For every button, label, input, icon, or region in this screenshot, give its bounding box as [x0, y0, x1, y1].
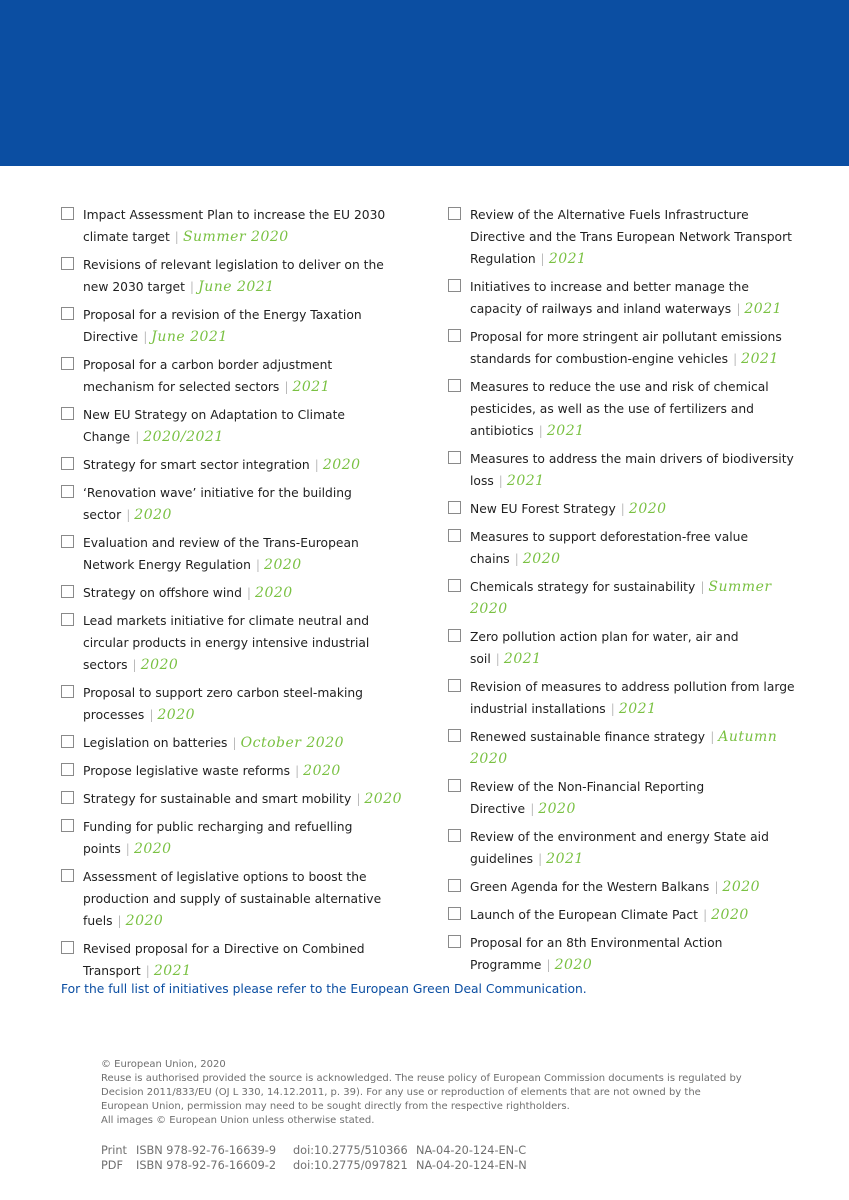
separator: |	[149, 708, 154, 722]
checklist-item	[61, 816, 406, 860]
checkbox[interactable]	[448, 879, 461, 892]
checklist-item	[448, 376, 798, 442]
separator: |	[284, 380, 289, 394]
item-text: New EU Forest Strategy	[470, 502, 616, 516]
isbn-catalogue: NA-04-20-124-EN-C	[416, 1144, 527, 1157]
checklist-item	[61, 304, 406, 348]
separator: |	[495, 652, 500, 666]
separator: |	[620, 502, 625, 516]
item-text: Strategy for sustainable and smart mobility	[83, 792, 352, 806]
item-text: Lead markets initiative for climate neutral and circular products in energy intensive industrial sectors	[83, 614, 370, 672]
checklist-item	[61, 404, 406, 448]
checklist-item	[61, 254, 406, 298]
checklist-item	[448, 498, 798, 520]
separator: |	[530, 802, 535, 816]
checklist-item	[448, 576, 798, 620]
item-date: 2020	[303, 763, 341, 779]
item-date: 2021	[744, 301, 783, 317]
separator: |	[135, 430, 140, 444]
isbn-row-pdf	[101, 1158, 527, 1173]
checkbox[interactable]	[448, 529, 461, 542]
item-date: Summer 2020	[470, 579, 772, 617]
checkbox[interactable]	[61, 457, 74, 470]
header-banner	[0, 0, 849, 166]
checklist-item	[61, 454, 406, 476]
isbn-format: Print	[101, 1144, 127, 1157]
checklist-item	[61, 732, 406, 754]
checkbox[interactable]	[448, 379, 461, 392]
checklist-item	[448, 626, 798, 670]
checklist-item	[61, 482, 406, 526]
separator: |	[546, 958, 551, 972]
checklist-item	[448, 876, 798, 898]
checkbox[interactable]	[61, 941, 74, 954]
checkbox[interactable]	[61, 485, 74, 498]
item-date: 2020	[133, 841, 172, 857]
reuse-policy: Reuse is authorised provided the source is acknowledged. The reuse policy of European Commission documents is regulated by Decision 2011/833/EU (OJ L 330, 14.12.2011, p. 39). For any use or reproduction of elements that are not owned by the European Union, permission may need to be sought directly from the respective rightholders.	[101, 1073, 742, 1112]
right-checklist	[448, 204, 798, 976]
checkbox[interactable]	[448, 207, 461, 220]
separator: |	[314, 458, 319, 472]
item-text: Assessment of legislative options to boost the production and supply of sustainable alternative fuels	[83, 870, 382, 928]
checklist-item	[61, 610, 406, 676]
item-text: New EU Strategy on Adaptation to Climate Change	[83, 408, 345, 444]
item-text: Strategy on offshore wind	[83, 586, 242, 600]
item-text: Review of the environment and energy State aid guidelines	[470, 830, 769, 866]
item-date: June 2021	[151, 329, 228, 345]
item-date: October 2020	[240, 735, 345, 751]
separator: |	[295, 764, 300, 778]
item-text: Measures to reduce the use and risk of chemical pesticides, as well as the use of fertilizers and antibiotics	[470, 380, 769, 438]
isbn-format: PDF	[101, 1159, 124, 1172]
separator: |	[145, 964, 150, 978]
separator: |	[246, 586, 252, 600]
item-date: 2021	[546, 851, 584, 867]
checkbox[interactable]	[448, 501, 461, 514]
isbn-number: ISBN 978-92-76-16609-2	[136, 1159, 277, 1172]
item-text: Propose legislative waste reforms	[83, 764, 290, 778]
legal-notice	[101, 1058, 751, 1128]
separator: |	[733, 352, 738, 366]
item-text: Revised proposal for a Directive on Combined Transport	[83, 942, 365, 978]
separator: |	[498, 474, 503, 488]
item-date: June 2021	[198, 279, 275, 295]
checklist-item	[448, 448, 798, 492]
checklist-item	[61, 354, 406, 398]
item-date: Summer 2020	[182, 229, 289, 245]
checklist-item	[61, 866, 406, 932]
checkbox[interactable]	[448, 451, 461, 464]
item-date: 2020	[322, 457, 361, 473]
item-date: 2020	[722, 879, 761, 895]
separator: |	[610, 702, 615, 716]
checkbox[interactable]	[61, 585, 74, 598]
item-date: 2020	[134, 507, 172, 523]
item-text: Proposal for more stringent air pollutant emissions standards for combustion-engine vehicles	[470, 330, 782, 366]
separator: |	[117, 914, 122, 928]
isbn-row-print	[101, 1143, 527, 1158]
item-date: 2020	[255, 585, 293, 601]
separator: |	[189, 280, 195, 294]
item-text: Measures to support deforestation-free value chains	[470, 530, 749, 566]
separator: |	[702, 908, 708, 922]
item-text: Funding for public recharging and refuelling points	[83, 820, 353, 856]
checkbox[interactable]	[61, 735, 74, 748]
checklist-item	[61, 938, 406, 982]
checklist-item	[448, 726, 798, 770]
item-text: Launch of the European Climate Pact	[470, 908, 698, 922]
checkbox[interactable]	[61, 869, 74, 882]
checklist-item	[61, 582, 406, 604]
checkbox[interactable]	[448, 679, 461, 692]
left-checklist	[61, 204, 406, 982]
separator: |	[125, 842, 130, 856]
item-text: Initiatives to increase and better manage the capacity of railways and inland waterways	[470, 280, 749, 316]
checkbox[interactable]	[61, 791, 74, 804]
checkbox[interactable]	[448, 329, 461, 342]
item-text: Proposal for a revision of the Energy Taxation Directive	[83, 308, 362, 344]
item-text: Review of the Alternative Fuels Infrastructure Directive and the Trans European Network Transport Regulation	[470, 208, 792, 266]
checkbox[interactable]	[448, 907, 461, 920]
separator: |	[714, 880, 719, 894]
checkbox[interactable]	[448, 629, 461, 642]
separator: |	[710, 730, 715, 744]
checkbox[interactable]	[448, 779, 461, 792]
checklist-item	[448, 276, 798, 320]
item-date: 2020	[157, 707, 196, 723]
full-list-note[interactable]: For the full list of initiatives please refer to the European Green Deal Communication.	[61, 982, 587, 996]
isbn-block	[101, 1143, 527, 1173]
checklist-item	[448, 826, 798, 870]
separator: |	[700, 580, 705, 594]
item-text: Review of the Non-Financial Reporting Directive	[470, 780, 705, 816]
separator: |	[174, 230, 179, 244]
item-date: 2020	[264, 557, 302, 573]
item-date: 2021	[618, 701, 657, 717]
item-date: 2020	[711, 907, 749, 923]
item-text: Measures to address the main drivers of biodiversity loss	[470, 452, 794, 488]
separator: |	[538, 424, 543, 438]
separator: |	[514, 552, 519, 566]
item-text: Legislation on batteries	[83, 736, 228, 750]
item-date: 2020	[554, 957, 593, 973]
checkbox[interactable]	[61, 535, 74, 548]
checklist-item	[61, 788, 406, 810]
checkbox[interactable]	[61, 257, 74, 270]
item-text: Chemicals strategy for sustainability	[470, 580, 696, 594]
checkbox[interactable]	[448, 729, 461, 742]
checkbox[interactable]	[61, 357, 74, 370]
checkbox[interactable]	[448, 279, 461, 292]
item-date: 2020	[140, 657, 179, 673]
item-text: Evaluation and review of the Trans-European Network Energy Regulation	[83, 536, 359, 572]
item-date: 2021	[546, 423, 585, 439]
item-date: 2020	[628, 501, 667, 517]
separator: |	[356, 792, 361, 806]
checkbox[interactable]	[448, 579, 461, 592]
item-text: Proposal to support zero carbon steel-making processes	[83, 686, 363, 722]
isbn-catalogue: NA-04-20-124-EN-N	[416, 1159, 527, 1172]
images-credit: All images © European Union unless otherwise stated.	[101, 1115, 375, 1126]
checklist-item	[448, 204, 798, 270]
item-date: 2020	[364, 791, 403, 807]
checkbox[interactable]	[61, 307, 74, 320]
separator: |	[540, 252, 545, 266]
item-date: 2020	[522, 551, 561, 567]
item-date: 2021	[503, 651, 542, 667]
item-text: Impact Assessment Plan to increase the EU 2030 climate target	[83, 208, 386, 244]
separator: |	[132, 658, 137, 672]
separator: |	[736, 302, 741, 316]
checklist-item	[448, 526, 798, 570]
isbn-number: ISBN 978-92-76-16639-9	[136, 1144, 277, 1157]
checklist-item	[61, 532, 406, 576]
isbn-doi: doi:10.2775/510366	[293, 1144, 408, 1157]
item-text: Revisions of relevant legislation to deliver on the new 2030 target	[83, 258, 384, 294]
item-date: 2021	[153, 963, 192, 979]
item-date: 2021	[292, 379, 331, 395]
checkbox[interactable]	[61, 613, 74, 626]
item-date: Autumn 2020	[470, 729, 778, 767]
item-text: Green Agenda for the Western Balkans	[470, 880, 710, 894]
separator: |	[232, 736, 237, 750]
copyright-line: © European Union, 2020	[101, 1059, 226, 1070]
item-date: 2021	[741, 351, 779, 367]
checklist-item	[448, 932, 798, 976]
item-text: Strategy for smart sector integration	[83, 458, 310, 472]
item-text: Proposal for an 8th Environmental Action Programme	[470, 936, 723, 972]
item-date: 2020	[125, 913, 164, 929]
checklist-item	[61, 682, 406, 726]
checklist-item	[448, 904, 798, 926]
separator: |	[143, 330, 148, 344]
checkbox[interactable]	[61, 685, 74, 698]
item-date: 2020	[538, 801, 576, 817]
item-date: 2020/2021	[143, 429, 224, 445]
item-date: 2021	[506, 473, 545, 489]
checkbox[interactable]	[61, 207, 74, 220]
separator: |	[538, 852, 543, 866]
item-text: Revision of measures to address pollution from large industrial installations	[470, 680, 795, 716]
item-text: Zero pollution action plan for water, air and soil	[470, 630, 739, 666]
checklist-item	[61, 204, 406, 248]
isbn-doi: doi:10.2775/097821	[293, 1159, 408, 1172]
checkbox[interactable]	[61, 407, 74, 420]
checklist-item	[448, 776, 798, 820]
checkbox[interactable]	[61, 819, 74, 832]
item-text: Proposal for a carbon border adjustment mechanism for selected sectors	[83, 358, 333, 394]
checklist-item	[448, 676, 798, 720]
item-text: ‘Renovation wave’ initiative for the building sector	[83, 486, 352, 522]
checkbox[interactable]	[448, 829, 461, 842]
item-date: 2021	[548, 251, 587, 267]
checklist-item	[448, 326, 798, 370]
checklist-item	[61, 760, 406, 782]
separator: |	[126, 508, 131, 522]
item-text: Renewed sustainable finance strategy	[470, 730, 706, 744]
checkbox[interactable]	[448, 935, 461, 948]
checkbox[interactable]	[61, 763, 74, 776]
separator: |	[255, 558, 261, 572]
